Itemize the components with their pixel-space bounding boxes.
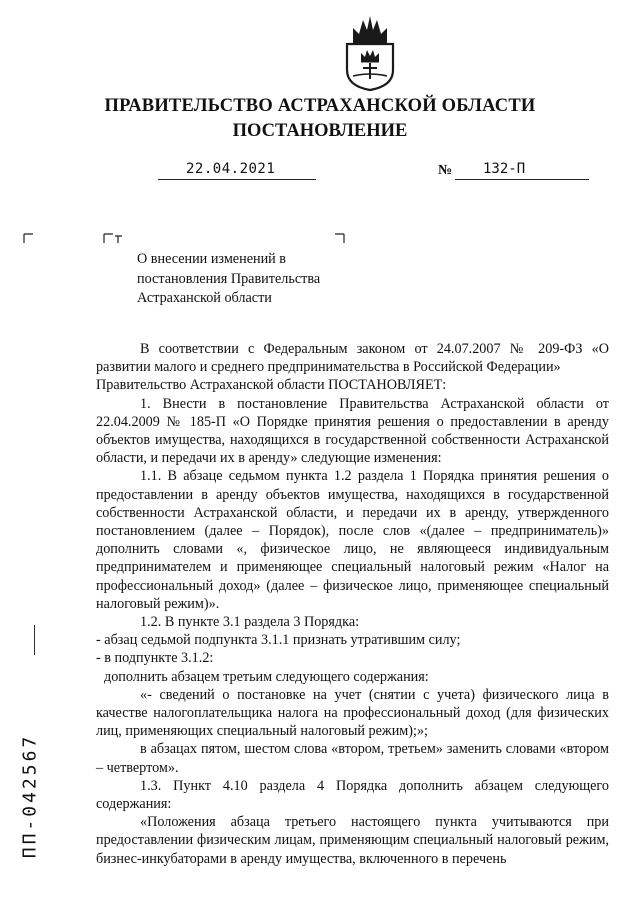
- paragraph: 1.3. Пункт 4.10 раздела 4 Порядка дополнить абзацем следующего содержания:: [96, 777, 609, 813]
- number-underline: [455, 179, 589, 180]
- serial-number-block: [10, 716, 50, 876]
- paragraph: «Положения абзаца третьего настоящего пункта учитываются при предоставлении физическим лицам, применяющим специальный налоговый режим, бизнес-инкубаторами в аренду имущества, включенного в перечень: [96, 814, 609, 867]
- paragraph: дополнить абзацем третьим следующего содержания:: [104, 668, 429, 685]
- document-date: 22.04.2021: [186, 161, 276, 177]
- margin-line: [34, 625, 35, 655]
- subject-line: постановления Правительства: [137, 270, 321, 287]
- document-number: 132-П: [483, 161, 526, 177]
- paragraph: 1.2. В пункте 3.1 раздела 3 Порядка:: [140, 614, 360, 631]
- astrakhan-coat-of-arms-icon: [339, 10, 401, 92]
- date-underline: [158, 179, 316, 180]
- paragraph: - абзац седьмой подпункта 3.1.1 признать утратившим силу;: [96, 632, 461, 649]
- paragraph: Правительство Астраханской области ПОСТАНОВЛЯЕТ:: [96, 377, 447, 394]
- document-body: [96, 340, 609, 868]
- paragraph: - в подпункте 3.1.2:: [96, 650, 214, 667]
- serial-number: ПП-042567: [19, 733, 41, 859]
- paragraph: в абзацах пятом, шестом слова «втором, третьем» заменить словами «втором – четвертом».: [96, 741, 609, 776]
- paragraph: 1.1. В абзаце седьмом пункта 1.2 раздела 1 Порядка принятия решения о предоставлении в аренду объектов имущества, находящихся в государственной собственности Астраханской области, и передачи их в аренду, утвержденного постановлением (далее – Порядок), после слов «(далее – предприниматель)» дополнить словами «, физическое лицо, не являющееся индивидуальным предпринимателем и применяющее специальный налоговый режим «Налог на профессиональный доход» (далее – физическое лицо, применяющее специальный налоговый режим)».: [96, 468, 609, 612]
- paragraph: 1. Внести в постановление Правительства Астраханской области от 22.04.2009 № 185-П «О Порядке принятия решения о предоставлении в аренду объектов имущества, находящихся в государственной собственности Астраханской области, и передачи их в аренду» следующие изменения:: [96, 395, 609, 467]
- subject-block: [137, 250, 320, 309]
- subject-line: Астраханской области: [137, 290, 272, 306]
- document-type-title: ПОСТАНОВЛЕНИЕ: [232, 121, 408, 141]
- number-sign: №: [438, 163, 453, 178]
- paragraph: «- сведений о постановке на учет (снятии с учета) физического лица в качестве налогоплательщика налога на профессиональный доход (для физических лиц, применяющих специальный налоговый режим);»;: [96, 686, 609, 740]
- government-title: ПРАВИТЕЛЬСТВО АСТРАХАНСКОЙ ОБЛАСТИ: [104, 96, 536, 116]
- paragraph: В соответствии с Федеральным законом от 24.07.2007 № 209-ФЗ «О развитии малого и среднего предпринимательства в Российской Федерации»: [96, 341, 609, 376]
- subject-line: О внесении изменений в: [137, 251, 287, 267]
